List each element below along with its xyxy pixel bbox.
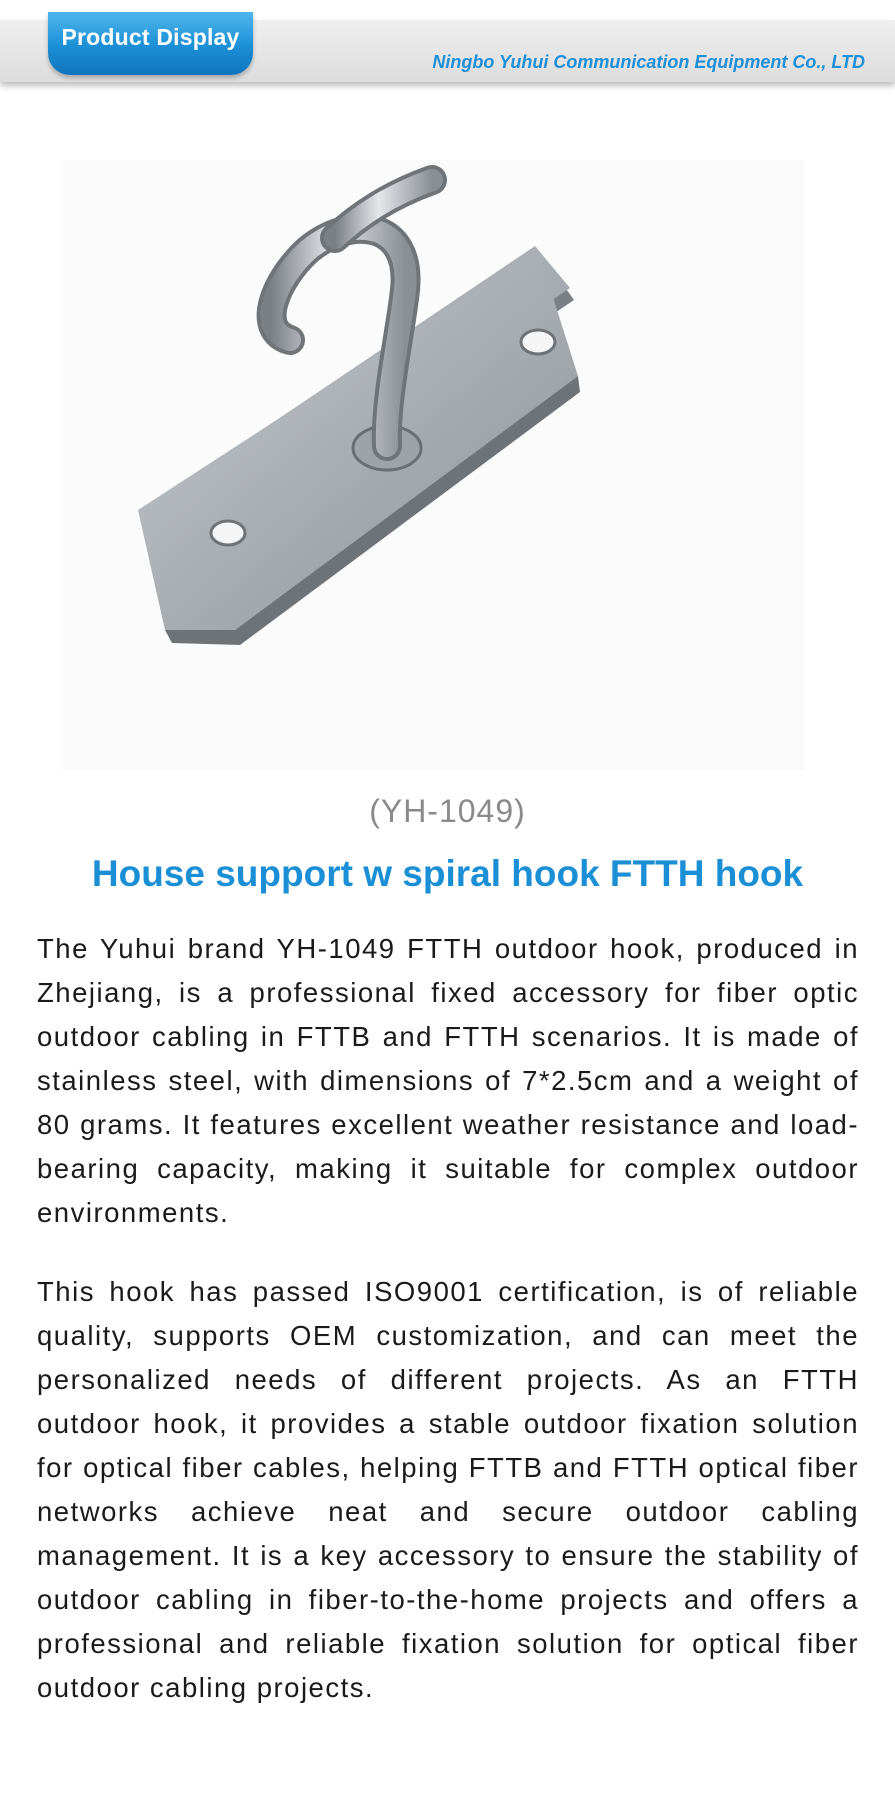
product-title: House support w spiral hook FTTH hook [91, 853, 804, 894]
hook-bracket-illustration [60, 160, 805, 770]
description-paragraph-1: The Yuhui brand YH-1049 FTTH outdoor hook, produced in Zhejiang, is a professional fixed accessory for fiber optic outdoor cabling in FTTB and FTTH scenarios. It is made of stainless steel, with dimensions of 7*2.5cm and a weight of 80 grams. It features excellent weather resistance and load-bearing capacity, making it suitable for complex outdoor environments. [37, 933, 859, 1228]
product-image [60, 160, 805, 770]
product-model: (YH-1049) [369, 793, 526, 829]
tab-label: Product Display [61, 24, 240, 50]
company-name: Ningbo Yuhui Communication Equipment Co., LTD [432, 52, 865, 72]
description-paragraph-2: This hook has passed ISO9001 certification, is of reliable quality, supports OEM customization, and can meet the personalized needs of different projects. As an FTTH outdoor hook, it provides a stable outdoor fixation solution for optical fiber cables, helping FTTB and FTTH optical fiber networks achieve neat and secure outdoor cabling management. It is a key accessory to ensure the stability of outdoor cabling in fiber-to-the-home projects and offers a professional and reliable fixation solution for optical fiber outdoor cabling projects. [37, 1276, 859, 1703]
product-display-tab[interactable] [48, 12, 253, 75]
